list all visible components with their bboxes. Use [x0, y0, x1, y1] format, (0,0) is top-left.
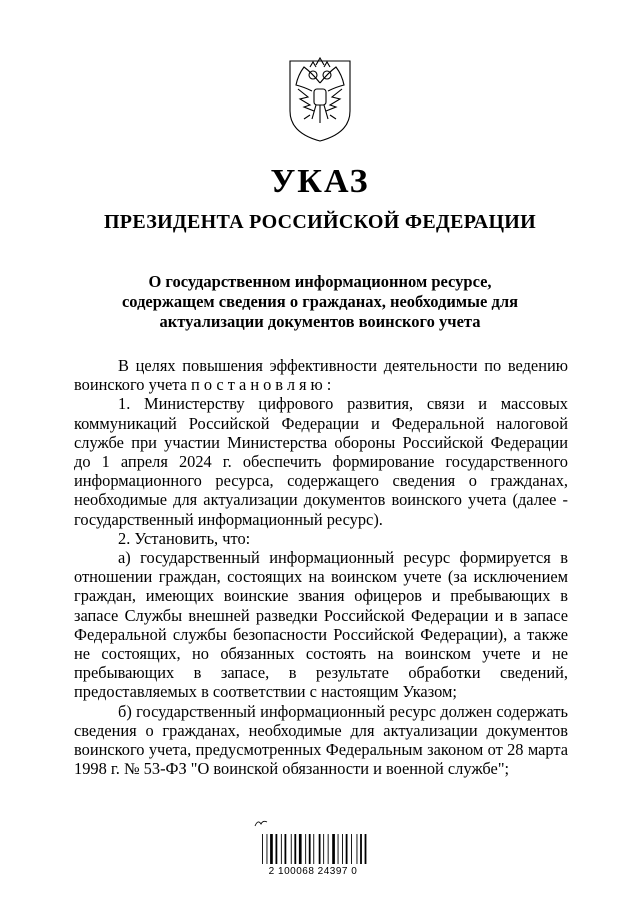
subject-line: О государственном информационном ресурсе,	[148, 272, 492, 291]
document-subject	[60, 272, 580, 332]
barcode-number: 2 100068 24397 0	[268, 866, 358, 877]
preamble-colon: :	[326, 375, 332, 395]
paragraph-2a: а) государственный информационный ресурс формируется в отношении граждан, состоящих на воинском учете (за исключением граждан, имеющих воинские звания офицеров и пребывающих в запасе Службы внешней разведки Российской Федерации и в запасе Федеральной службы безопасности Российской Федерации), а также не состоящих, но обязанных состоять на воинском учете и не пребывающих в запасе, в результате обработки сведений, предоставляемых в соответствии с настоящим Указом;	[74, 548, 568, 702]
subject-line: содержащем сведения о гражданах, необходимые для	[121, 292, 519, 311]
subject-line: актуализации документов воинского учета	[159, 312, 481, 331]
paragraph-1: 1. Министерству цифрового развития, связи и массовых коммуникаций Российской Федерации и Федеральной налоговой службе при участии Министерства обороны Российской Федерации до 1 апреля 2024 г. обеспечить формирование государственного информационного ресурса, содержащего сведения о гражданах, необходимые для актуализации документов воинского учета (далее - государственный информационный ресурс).	[74, 394, 568, 529]
paragraph-2b: б) государственный информационный ресурс должен содержать сведения о гражданах, необходимые для актуализации документов воинского учета, предусмотренных Федеральным законом от 28 марта 1998 г. № 53-ФЗ "О воинской обязанности и военной службе";	[74, 701, 568, 779]
preamble-paragraph	[74, 356, 568, 394]
state-emblem	[282, 53, 358, 143]
preamble-text: В целях повышения эффективности деятельности по ведению воинского учета	[74, 356, 568, 395]
resolve-word: постановляю	[191, 375, 327, 395]
issuer-title: ПРЕЗИДЕНТА РОССИЙСКОЙ ФЕДЕРАЦИИ	[103, 211, 537, 233]
document-body	[74, 356, 568, 778]
paragraph-2: 2. Установить, что:	[118, 528, 251, 548]
document-type: УКАЗ	[270, 163, 370, 200]
